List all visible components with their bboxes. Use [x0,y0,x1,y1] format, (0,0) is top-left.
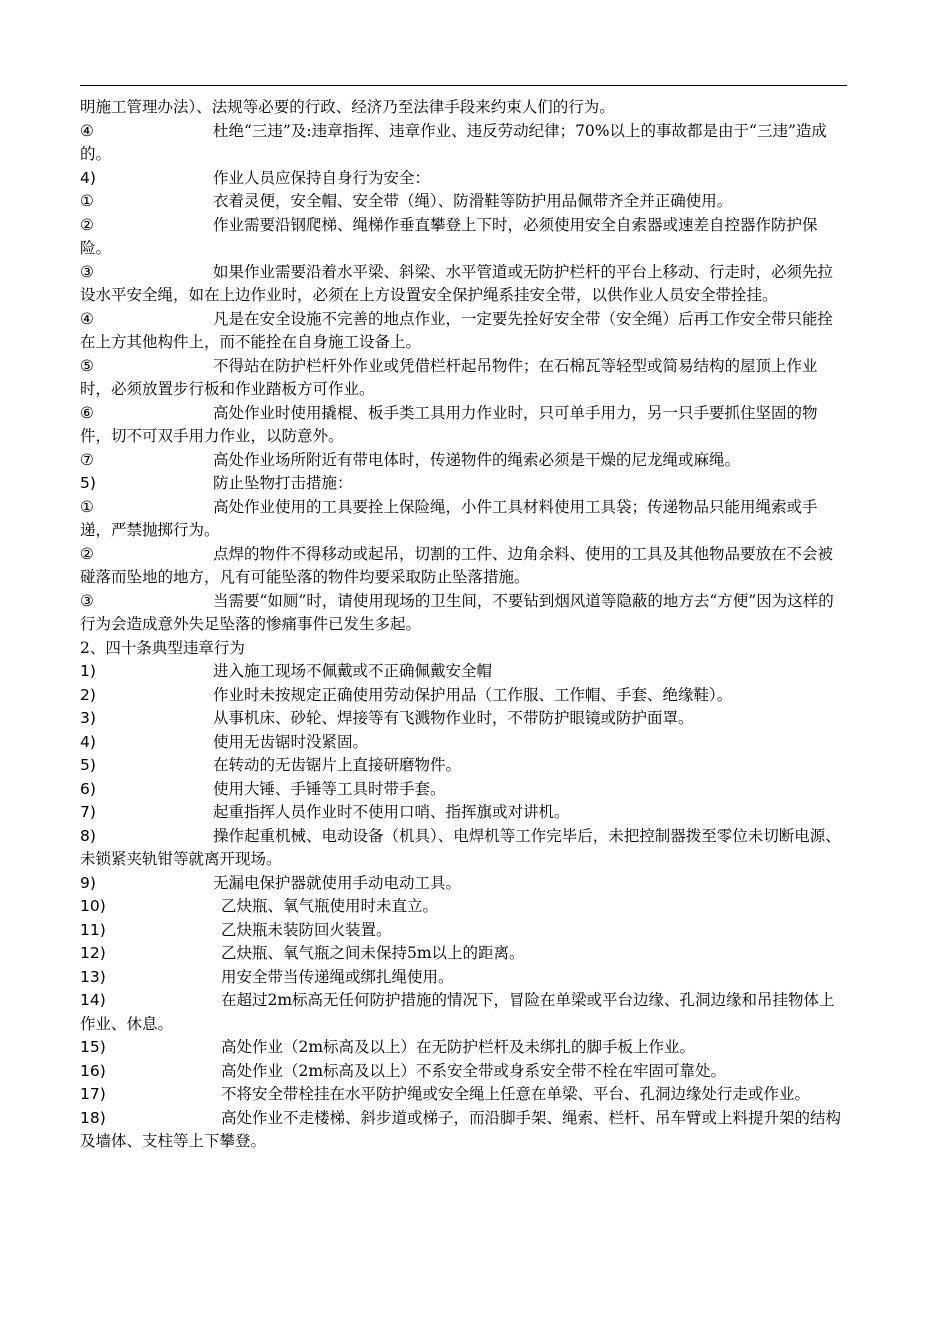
measure-item [80,472,847,496]
item-marker: 12) [80,944,106,962]
violation-item [80,1107,847,1154]
item-marker: 16) [80,1061,106,1080]
violation-item [80,825,847,872]
item-text: 使用无齿锯时没紧固。 [213,732,369,751]
item-marker: 10) [80,897,106,915]
item-text: 起重指挥人员作业时不使用口哨、指挥旗或对讲机。 [213,803,570,821]
item-text: 高处作业使用的工具要拴上保险绳，小件工具材料使用工具袋；传递物品只能用绳索或手递，严禁抛掷行为。 [80,497,818,539]
violation-item [80,731,847,755]
section-heading: 2、四十条典型违章行为 [80,638,245,657]
item-text: 使用大锤、手锤等工具时带手套。 [213,779,446,798]
item-text: 在转动的无齿锯片上直接研磨物件。 [213,756,462,774]
header-rule [80,85,847,86]
item-text: 点焊的物件不得移动或起吊，切割的工件、边角余料、使用的工具及其他物品要放在不会被碰落而坠地的地方，凡有可能坠落的物件均要采取防止坠落措施。 [80,544,834,586]
item-marker: ③ [80,262,94,281]
item-marker: ⑤ [80,356,94,375]
violation-item [80,872,847,896]
item-text: 乙炔瓶未装防回火装置。 [221,920,392,939]
violation-item [80,754,847,778]
measure-item [80,402,847,449]
item-marker: 6) [80,779,96,798]
violation-item [80,707,847,731]
measure-item [80,120,847,167]
item-text: 高处作业时使用撬棍、板手类工具用力作业时，只可单手用力，另一只手要抓住坚固的物件，切不可双手用力作业，以防意外。 [80,403,818,445]
item-text: 防止坠物打击措施： [213,474,353,492]
violations-list [80,660,847,1154]
item-text: 从事机床、砂轮、焊接等有飞溅物作业时，不带防护眼镜或防护面罩。 [213,709,694,727]
item-marker: ④ [80,121,94,140]
item-text: 作业人员应保持自身行为安全： [213,168,431,187]
item-marker: ③ [80,591,94,610]
item-marker: 3) [80,709,96,727]
safety-measures-list [80,120,847,637]
measure-item [80,355,847,402]
violation-item [80,660,847,684]
item-marker: ⑥ [80,403,94,422]
violation-item [80,919,847,943]
measure-item [80,261,847,308]
item-marker: 2) [80,685,96,704]
item-marker: 14) [80,991,106,1009]
measure-item [80,543,847,590]
item-text: 当需要“如厕”时，请使用现场的卫生间，不要钻到烟风道等隐蔽的地方去“方便”因为这样的行为会造成意外失足坠落的惨痛事件已发生多起。 [80,591,834,633]
item-text: 高处作业不走楼梯、斜步道或梯子，而沿脚手架、绳索、栏杆、吊车臂或上料提升架的结构及墙体、支柱等上下攀登。 [80,1108,842,1150]
violation-item [80,684,847,708]
item-text: 杜绝“三违”及:违章指挥、违章作业、违反劳动纪律；70%以上的事故都是由于“三违”造成的。 [80,121,827,163]
item-marker: 8) [80,826,96,845]
item-marker: ② [80,215,94,234]
item-marker: 7) [80,803,96,821]
item-marker: 1) [80,662,96,680]
item-text: 凡是在安全设施不完善的地点作业，一定要先拴好安全带（安全绳）后再工作安全带只能拴在上方其他构件上，而不能拴在自身施工设备上。 [80,309,834,351]
violation-item [80,778,847,802]
measure-item [80,167,847,191]
item-text: 不得站在防护栏杆外作业或凭借栏杆起吊物件；在石棉瓦等轻型或简易结构的屋顶上作业时，必须放置步行板和作业踏板方可作业。 [80,356,818,398]
item-marker: ④ [80,309,94,328]
violation-item [80,942,847,966]
violation-item [80,895,847,919]
item-text: 乙炔瓶、氧气瓶使用时未直立。 [221,897,439,915]
item-text: 如果作业需要沿着水平梁、斜梁、水平管道或无防护栏杆的平台上移动、行走时，必须先拉设水平安全绳，如在上边作业时，必须在上方设置安全保护绳系挂安全带，以供作业人员安全带拴挂。 [80,262,834,304]
intro-line: 明施工管理办法）、法规等必要的行政、经济乃至法律手段来约束人们的行为。 [80,98,615,116]
item-text: 作业时未按规定正确使用劳动保护用品（工作服、工作帽、手套、绝缘鞋）。 [213,685,733,704]
item-text: 乙炔瓶、氧气瓶之间未保持5m以上的距离。 [221,944,525,962]
violation-item [80,1060,847,1084]
item-text: 高处作业场所附近有带电体时，传递物件的绳索必须是干燥的尼龙绳或麻绳。 [213,450,741,469]
item-marker: 4) [80,732,96,751]
item-marker: 5) [80,756,96,774]
measure-item [80,190,847,214]
item-marker: ① [80,192,94,210]
violation-item [80,1083,847,1107]
document-body [80,96,847,1154]
item-text: 作业需要沿钢爬梯、绳梯作垂直攀登上下时，必须使用安全自索器或速差自控器作防护保险。 [80,215,818,257]
item-marker: 18) [80,1108,106,1127]
item-marker: ⑦ [80,450,94,469]
violation-item [80,801,847,825]
item-text: 衣着灵便，安全帽、安全带（绳）、防滑鞋等防护用品佩带齐全并正确使用。 [213,192,733,210]
measure-item [80,214,847,261]
item-marker: 4) [80,168,96,187]
item-marker: 17) [80,1085,106,1103]
violation-item [80,1036,847,1060]
item-marker: 13) [80,967,106,986]
item-text: 进入施工现场不佩戴或不正确佩戴安全帽 [213,662,493,680]
measure-item [80,496,847,543]
item-text: 操作起重机械、电动设备（机具）、电焊机等工作完毕后，未把控制器拨至零位未切断电源、未锁紧夹轨钳等就离开现场。 [80,826,841,868]
item-marker: ① [80,497,94,516]
item-marker: 5) [80,474,96,492]
item-marker: 9) [80,873,96,892]
violation-item [80,989,847,1036]
item-marker: 11) [80,920,106,939]
item-text: 无漏电保护器就使用手动电动工具。 [213,873,462,892]
item-text: 用安全带当传递绳或绑扎绳使用。 [221,967,454,986]
violation-item [80,966,847,990]
measure-item [80,308,847,355]
item-marker: 15) [80,1038,106,1056]
measure-item [80,590,847,637]
measure-item [80,449,847,473]
item-marker: ② [80,544,94,563]
item-text: 在超过2m标高无任何防护措施的情况下，冒险在单梁或平台边缘、孔洞边缘和吊挂物体上作业、休息。 [80,991,835,1033]
item-text: 高处作业（2m标高及以上）在无防护栏杆及未绑扎的脚手板上作业。 [221,1038,696,1056]
item-text: 高处作业（2m标高及以上）不系安全带或身系安全带不栓在牢固可靠处。 [221,1061,727,1080]
item-text: 不将安全带栓挂在水平防护绳或安全绳上任意在单梁、平台、孔洞边缘处行走或作业。 [221,1085,811,1103]
